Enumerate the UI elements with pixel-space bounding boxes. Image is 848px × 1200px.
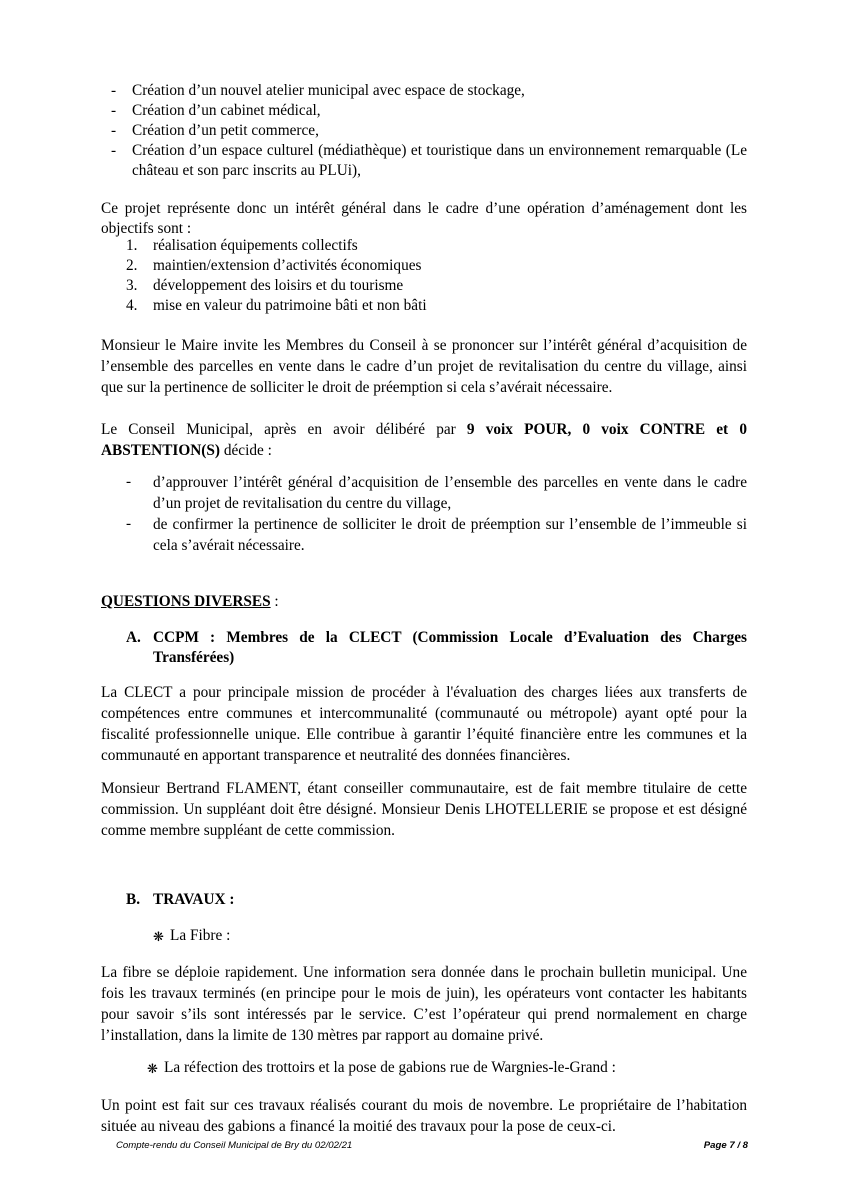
objective-number: 3. bbox=[126, 277, 138, 294]
vote-suffix: décide : bbox=[220, 442, 272, 459]
questions-heading bbox=[101, 592, 279, 612]
objective-item: mise en valeur du patrimoine bâti et non bâti bbox=[153, 297, 427, 314]
list-dash: - bbox=[111, 142, 117, 159]
decision-item: d’approuver l’intérêt général d’acquisition de l’ensemble des parcelles en vente dans le cadre d’un projet de revitalisation du centre du village, bbox=[153, 474, 747, 512]
vote-result: 9 voix POUR, 0 voix CONTRE et 0 ABSTENTION(S) bbox=[101, 421, 747, 459]
clect-paragraph: La CLECT a pour principale mission de procéder à l'évaluation des charges liées aux transferts de compétences entre communes et intercommunalité (communauté ou métropole) ayant opté pour la fiscalité professionnelle unique. Elle contribue à garantir l’équité financière entre les communes et la communauté en apportant transparence et neutralité des données financières. bbox=[101, 684, 747, 764]
mayor-paragraph: Monsieur le Maire invite les Membres du Conseil à se prononcer sur l’intérêt général d’acquisition de l’ensemble des parcelles en vente dans le cadre d’un projet de revitalisation du centre du village, ainsi que sur la pertinence de solliciter le droit de préemption si cela s’avérait nécessaire. bbox=[101, 337, 747, 396]
objective-item: maintien/extension d’activités économiques bbox=[153, 257, 422, 274]
project-paragraph: Ce projet représente donc un intérêt général dans le cadre d’une opération d’aménagement dont les objectifs sont : bbox=[101, 200, 747, 237]
list-item: Création d’un cabinet médical, bbox=[132, 102, 321, 119]
objective-item: réalisation équipements collectifs bbox=[153, 237, 358, 254]
vote-paragraph bbox=[101, 419, 747, 461]
list-dash: - bbox=[111, 102, 117, 119]
sidewalk-subtitle: La réfection des trottoirs et la pose de gabions rue de Wargnies-le-Grand : bbox=[164, 1059, 616, 1076]
objective-number: 4. bbox=[126, 297, 138, 314]
questions-heading-text: QUESTIONS DIVERSES bbox=[101, 593, 271, 610]
questions-heading-colon: : bbox=[270, 593, 279, 610]
fibre-subtitle: La Fibre : bbox=[170, 927, 231, 944]
footer-document-title: Compte-rendu du Conseil Municipal de Bry du 02/02/21 bbox=[116, 1140, 353, 1151]
flower-bullet-icon: ❋ bbox=[147, 1061, 158, 1076]
flower-bullet-icon: ❋ bbox=[153, 929, 164, 944]
list-dash: - bbox=[111, 82, 117, 99]
list-dash: - bbox=[126, 515, 132, 532]
section-a-title: CCPM : Membres de la CLECT (Commission Locale d’Evaluation des Charges Transférées) bbox=[153, 629, 747, 666]
list-dash: - bbox=[126, 473, 132, 490]
section-b-letter: B. bbox=[126, 891, 141, 908]
decision-item: de confirmer la pertinence de solliciter le droit de préemption sur l’ensemble de l’immeuble si cela s’avérait nécessaire. bbox=[153, 516, 747, 554]
list-item: Création d’un nouvel atelier municipal avec espace de stockage, bbox=[132, 82, 525, 99]
clect-members-paragraph: Monsieur Bertrand FLAMENT, étant conseiller communautaire, est de fait membre titulaire de cette commission. Un suppléant doit être désigné. Monsieur Denis LHOTELLERIE se propose et est désigné comme membre suppléant de cette commission. bbox=[101, 780, 747, 839]
list-dash: - bbox=[111, 122, 117, 139]
objective-number: 1. bbox=[126, 237, 138, 254]
section-b-title: TRAVAUX : bbox=[153, 891, 235, 908]
section-a-letter: A. bbox=[126, 629, 141, 646]
fibre-paragraph: La fibre se déploie rapidement. Une information sera donnée dans le prochain bulletin municipal. Une fois les travaux terminés (en principe pour le mois de juin), les opérateurs vont contacter les habitants pour savoir s’ils sont intéressés par le service. C’est l’opérateur qui prend normalement en charge l’installation, dans la limite de 130 mètres par rapport au domaine privé. bbox=[101, 964, 747, 1044]
list-item: Création d’un petit commerce, bbox=[132, 122, 319, 139]
objective-number: 2. bbox=[126, 257, 138, 274]
vote-prefix: Le Conseil Municipal, après en avoir délibéré par bbox=[101, 421, 467, 438]
sidewalk-paragraph: Un point est fait sur ces travaux réalisés courant du mois de novembre. Le propriétaire de l’habitation située au niveau des gabions a financé la moitié des travaux pour la pose de ceux-ci. bbox=[101, 1097, 747, 1135]
objective-item: développement des loisirs et du tourisme bbox=[153, 277, 404, 294]
list-item: Création d’un espace culturel (médiathèque) et touristique dans un environnement remarquable (Le château et son parc inscrits au PLUi), bbox=[132, 142, 747, 179]
footer-page-number: Page 7 / 8 bbox=[703, 1140, 748, 1151]
